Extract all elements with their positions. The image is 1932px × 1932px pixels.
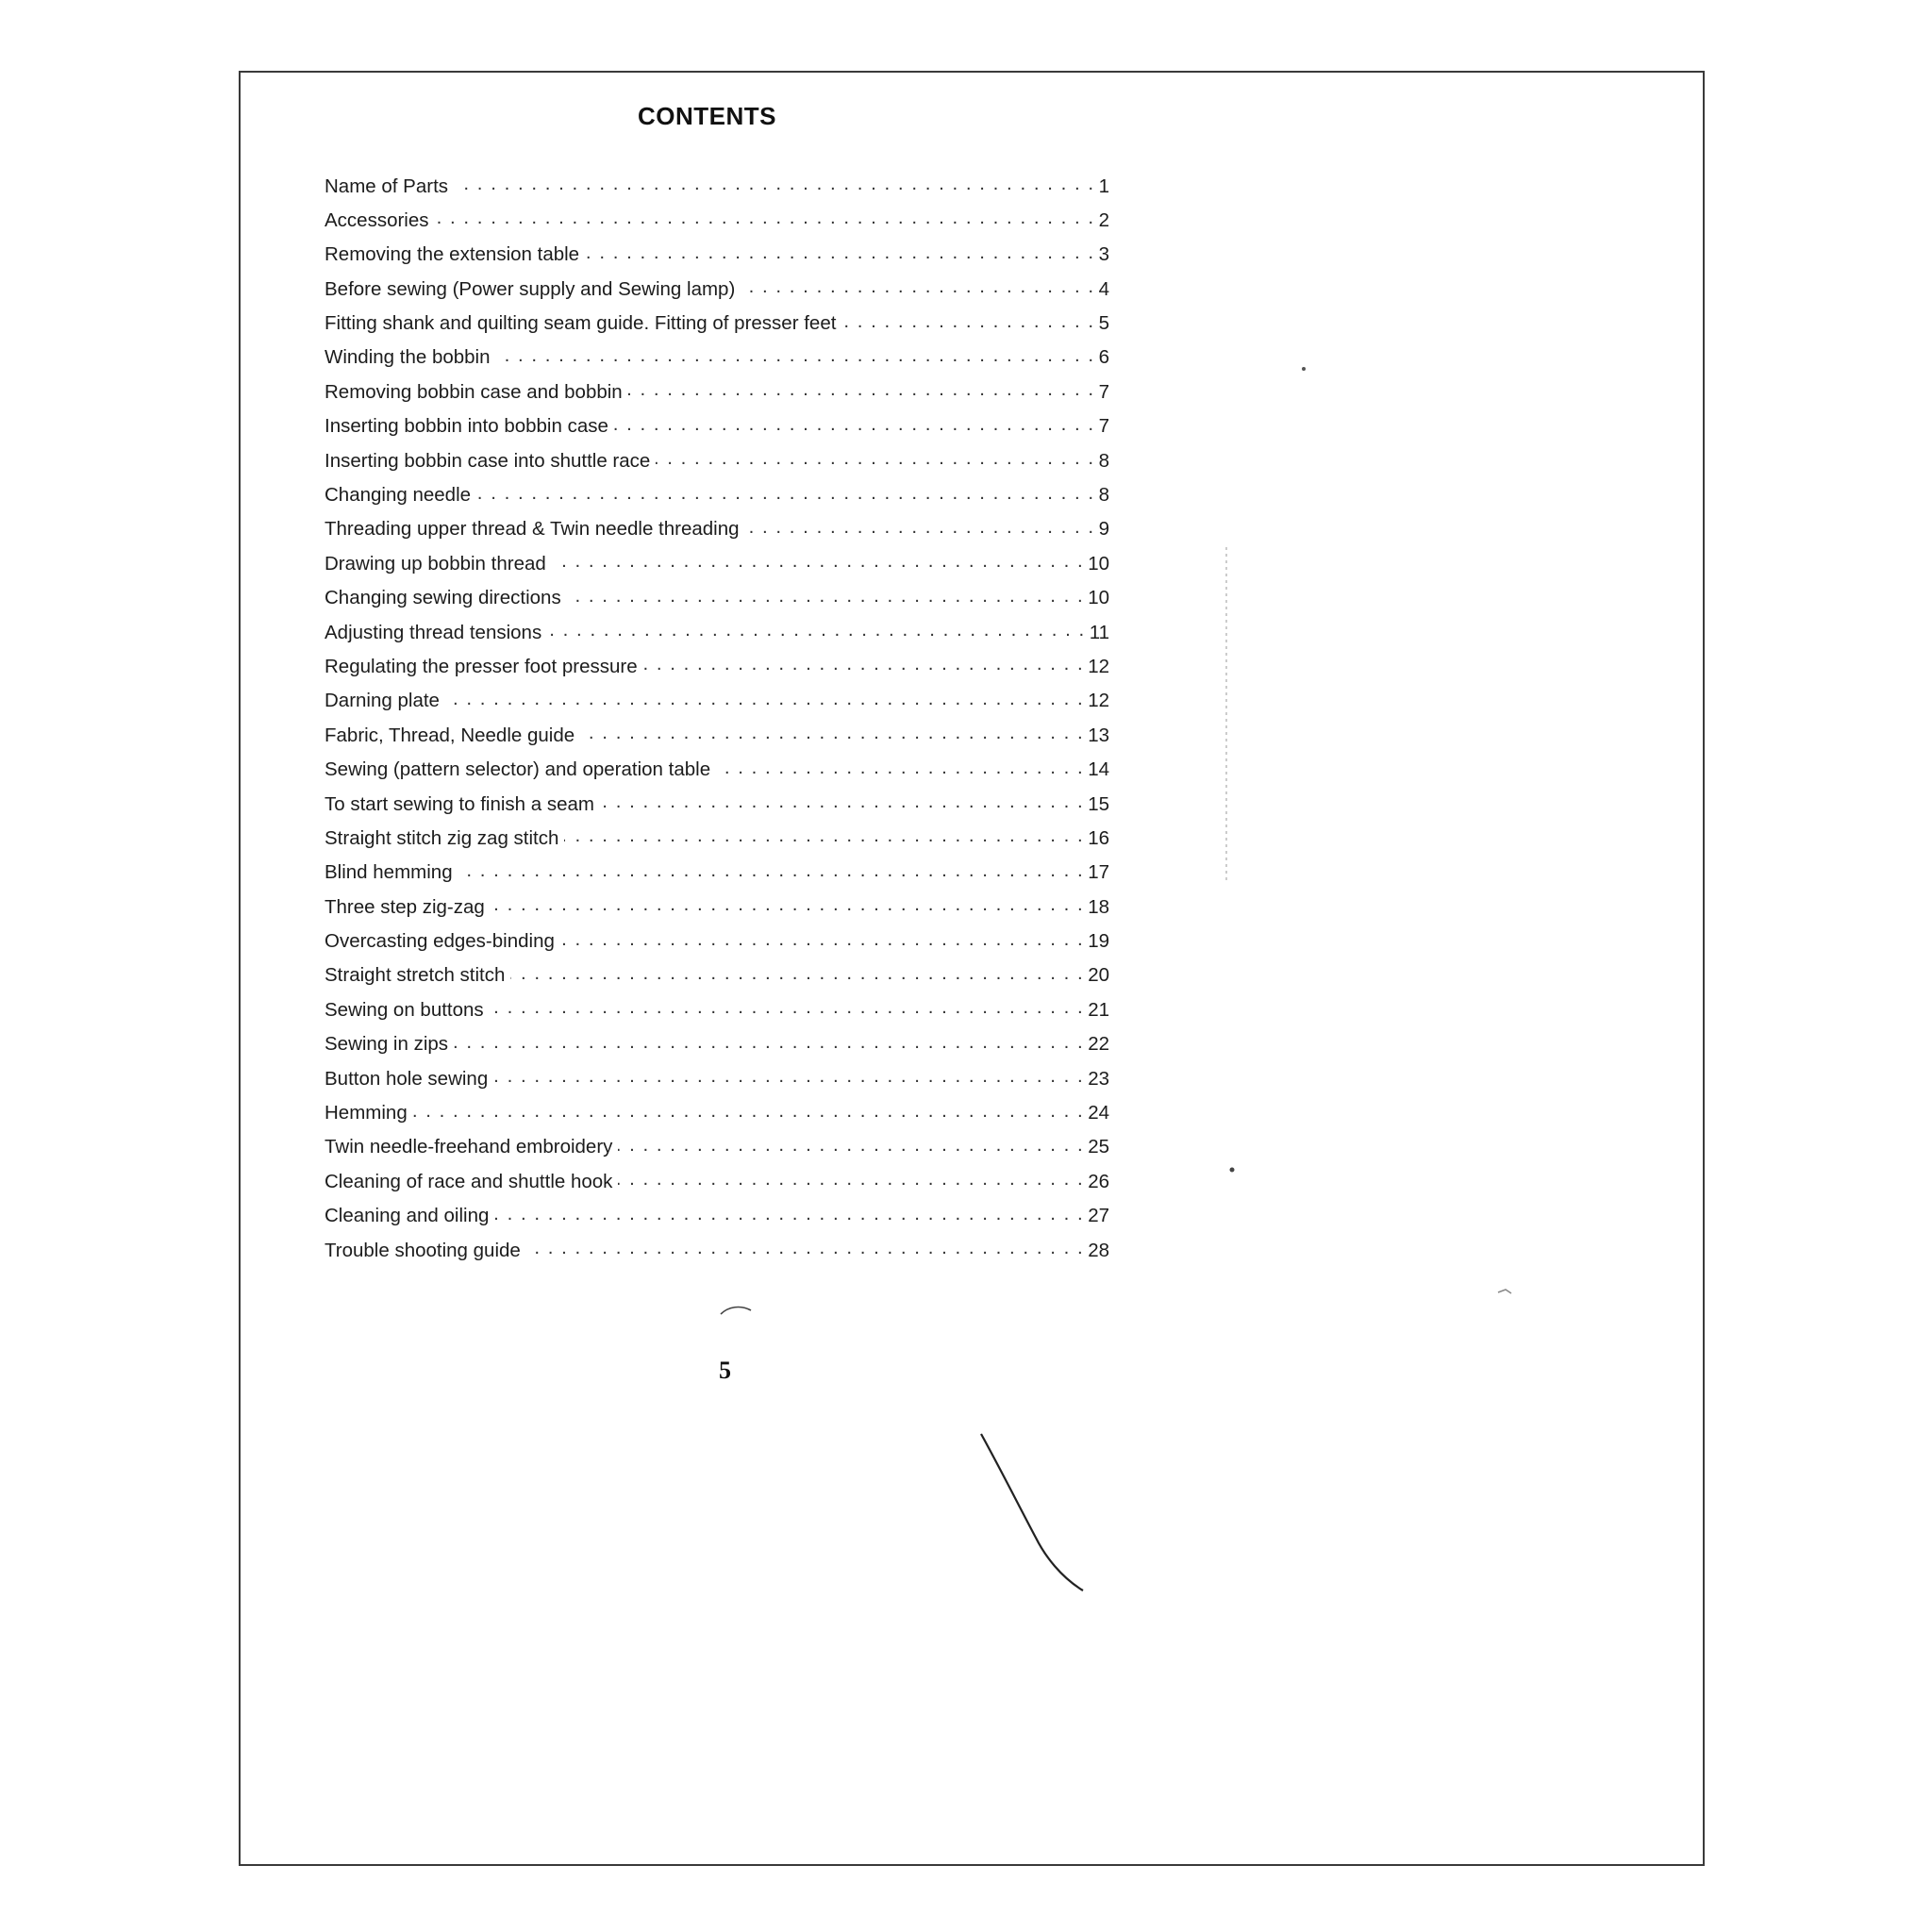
toc-entry-page: 22 bbox=[1088, 1033, 1109, 1056]
toc-entry bbox=[325, 1203, 1109, 1237]
toc-entry-label: Straight stitch zig zag stitch bbox=[325, 826, 559, 849]
toc-entry bbox=[325, 242, 1109, 275]
toc-entry-label: Sewing (pattern selector) and operation table bbox=[325, 758, 711, 781]
toc-entry bbox=[325, 482, 1109, 516]
toc-entry-label: Button hole sewing bbox=[325, 1067, 489, 1090]
toc-entry-page: 2 bbox=[1098, 208, 1109, 231]
toc-dot-leader bbox=[458, 859, 1085, 879]
toc-entry bbox=[325, 1168, 1109, 1202]
toc-dot-leader bbox=[547, 619, 1086, 639]
toc-entry-page: 10 bbox=[1088, 587, 1109, 609]
toc-dot-leader bbox=[435, 207, 1095, 226]
toc-entry-page: 28 bbox=[1088, 1239, 1109, 1261]
toc-entry bbox=[325, 619, 1109, 653]
toc-entry-label: Three step zig-zag bbox=[325, 895, 485, 918]
toc-dot-leader bbox=[618, 1168, 1084, 1188]
toc-entry-label: Fabric, Thread, Needle guide bbox=[325, 724, 575, 746]
toc-entry-page: 11 bbox=[1089, 621, 1109, 643]
toc-entry-page: 13 bbox=[1088, 724, 1109, 746]
toc-entry bbox=[325, 1065, 1109, 1099]
page-title: CONTENTS bbox=[638, 102, 776, 130]
toc-entry-page: 6 bbox=[1098, 346, 1109, 369]
toc-entry-label: Before sewing (Power supply and Sewing lamp) bbox=[325, 277, 736, 300]
toc-entry-page: 12 bbox=[1088, 690, 1109, 712]
toc-entry-page: 17 bbox=[1088, 861, 1109, 884]
toc-entry-page: 5 bbox=[1098, 312, 1109, 335]
toc-entry-label: Regulating the presser foot pressure bbox=[325, 655, 638, 677]
toc-entry bbox=[325, 1237, 1109, 1271]
toc-dot-leader bbox=[552, 550, 1084, 570]
toc-entry bbox=[325, 1100, 1109, 1134]
toc-entry-label: Accessories bbox=[325, 208, 429, 231]
toc-dot-leader bbox=[496, 344, 1095, 364]
toc-entry bbox=[325, 344, 1109, 378]
toc-entry-label: Threading upper thread & Twin needle threading bbox=[325, 518, 740, 541]
toc-dot-leader bbox=[600, 791, 1084, 810]
toc-entry bbox=[325, 859, 1109, 893]
toc-entry-page: 15 bbox=[1088, 792, 1109, 815]
toc-entry-label: Twin needle-freehand embroidery bbox=[325, 1136, 613, 1158]
toc-dot-leader bbox=[567, 585, 1084, 605]
toc-entry bbox=[325, 550, 1109, 584]
toc-entry bbox=[325, 824, 1109, 858]
toc-dot-leader bbox=[454, 173, 1095, 192]
toc-entry-page: 24 bbox=[1088, 1102, 1109, 1124]
toc-dot-leader bbox=[656, 447, 1094, 467]
toc-entry bbox=[325, 962, 1109, 996]
table-of-contents bbox=[325, 173, 1109, 1272]
toc-entry-label: Adjusting thread tensions bbox=[325, 621, 542, 643]
toc-entry-page: 1 bbox=[1098, 175, 1109, 197]
toc-entry-page: 27 bbox=[1088, 1205, 1109, 1227]
toc-entry-page: 18 bbox=[1088, 895, 1109, 918]
toc-entry-label: Sewing in zips bbox=[325, 1033, 449, 1056]
toc-entry bbox=[325, 413, 1109, 447]
toc-entry bbox=[325, 207, 1109, 241]
toc-entry-page: 10 bbox=[1088, 552, 1109, 575]
toc-entry bbox=[325, 893, 1109, 927]
toc-dot-leader bbox=[716, 757, 1084, 776]
toc-entry-label: Cleaning of race and shuttle hook bbox=[325, 1170, 613, 1192]
toc-entry-label: Inserting bobbin case into shuttle race bbox=[325, 449, 651, 472]
toc-entry-page: 19 bbox=[1088, 930, 1109, 953]
toc-entry bbox=[325, 996, 1109, 1030]
toc-entry bbox=[325, 928, 1109, 962]
toc-dot-leader bbox=[614, 413, 1095, 433]
toc-dot-leader bbox=[580, 722, 1084, 741]
toc-entry bbox=[325, 447, 1109, 481]
toc-entry bbox=[325, 275, 1109, 309]
toc-dot-leader bbox=[510, 962, 1084, 982]
toc-dot-leader bbox=[560, 928, 1084, 948]
toc-dot-leader bbox=[526, 1237, 1084, 1257]
toc-entry-page: 7 bbox=[1098, 380, 1109, 403]
toc-dot-leader bbox=[491, 893, 1084, 913]
toc-dot-leader bbox=[741, 275, 1094, 295]
toc-entry-page: 26 bbox=[1088, 1170, 1109, 1192]
toc-dot-leader bbox=[445, 688, 1084, 708]
toc-dot-leader bbox=[413, 1100, 1084, 1120]
toc-dot-leader bbox=[841, 310, 1094, 330]
toc-entry bbox=[325, 722, 1109, 756]
toc-entry-label: Straight stretch stitch bbox=[325, 964, 506, 987]
toc-entry-label: Changing sewing directions bbox=[325, 587, 561, 609]
toc-entry bbox=[325, 688, 1109, 722]
toc-entry-page: 12 bbox=[1088, 655, 1109, 677]
toc-entry-label: Cleaning and oiling bbox=[325, 1205, 490, 1227]
toc-entry-label: Darning plate bbox=[325, 690, 440, 712]
toc-entry bbox=[325, 585, 1109, 619]
toc-entry bbox=[325, 757, 1109, 791]
toc-entry-page: 23 bbox=[1088, 1067, 1109, 1090]
toc-entry-label: Blind hemming bbox=[325, 861, 453, 884]
toc-entry bbox=[325, 1031, 1109, 1065]
toc-dot-leader bbox=[628, 378, 1095, 398]
toc-entry-label: Removing the extension table bbox=[325, 243, 580, 266]
toc-entry-label: To start sewing to finish a seam bbox=[325, 792, 594, 815]
toc-entry bbox=[325, 791, 1109, 824]
toc-dot-leader bbox=[564, 824, 1084, 844]
toc-entry-label: Overcasting edges-binding bbox=[325, 930, 555, 953]
toc-dot-leader bbox=[493, 1065, 1084, 1085]
toc-entry-page: 16 bbox=[1088, 826, 1109, 849]
toc-entry-page: 7 bbox=[1098, 415, 1109, 438]
toc-entry bbox=[325, 653, 1109, 687]
toc-entry-page: 14 bbox=[1088, 758, 1109, 781]
toc-dot-leader bbox=[643, 653, 1085, 673]
toc-entry-page: 20 bbox=[1088, 964, 1109, 987]
toc-entry bbox=[325, 516, 1109, 550]
toc-entry-label: Sewing on buttons bbox=[325, 998, 484, 1021]
toc-entry bbox=[325, 310, 1109, 344]
toc-dot-leader bbox=[454, 1031, 1084, 1051]
toc-entry-label: Drawing up bobbin thread bbox=[325, 552, 546, 575]
toc-dot-leader bbox=[494, 1203, 1084, 1223]
toc-entry-label: Changing needle bbox=[325, 484, 472, 507]
toc-entry-page: 3 bbox=[1098, 243, 1109, 266]
toc-entry-label: Inserting bobbin into bobbin case bbox=[325, 415, 608, 438]
toc-entry bbox=[325, 1134, 1109, 1168]
toc-entry-page: 25 bbox=[1088, 1136, 1109, 1158]
toc-dot-leader bbox=[490, 996, 1085, 1016]
toc-entry-page: 4 bbox=[1098, 277, 1109, 300]
toc-entry-page: 21 bbox=[1088, 998, 1109, 1021]
toc-entry-label: Fitting shank and quilting seam guide. Fitting of presser feet bbox=[325, 312, 837, 335]
toc-entry-label: Winding the bobbin bbox=[325, 346, 491, 369]
toc-dot-leader bbox=[585, 242, 1095, 261]
toc-entry-label: Removing bobbin case and bobbin bbox=[325, 380, 623, 403]
toc-dot-leader bbox=[618, 1134, 1084, 1154]
toc-entry-label: Trouble shooting guide bbox=[325, 1239, 521, 1261]
toc-entry-page: 9 bbox=[1098, 518, 1109, 541]
toc-entry bbox=[325, 173, 1109, 207]
toc-entry-page: 8 bbox=[1098, 484, 1109, 507]
toc-entry-label: Name of Parts bbox=[325, 175, 449, 197]
toc-dot-leader bbox=[745, 516, 1095, 536]
toc-entry-page: 8 bbox=[1098, 449, 1109, 472]
page-number: 5 bbox=[719, 1357, 731, 1384]
toc-dot-leader bbox=[476, 482, 1095, 502]
toc-entry-label: Hemming bbox=[325, 1102, 408, 1124]
toc-entry bbox=[325, 378, 1109, 412]
